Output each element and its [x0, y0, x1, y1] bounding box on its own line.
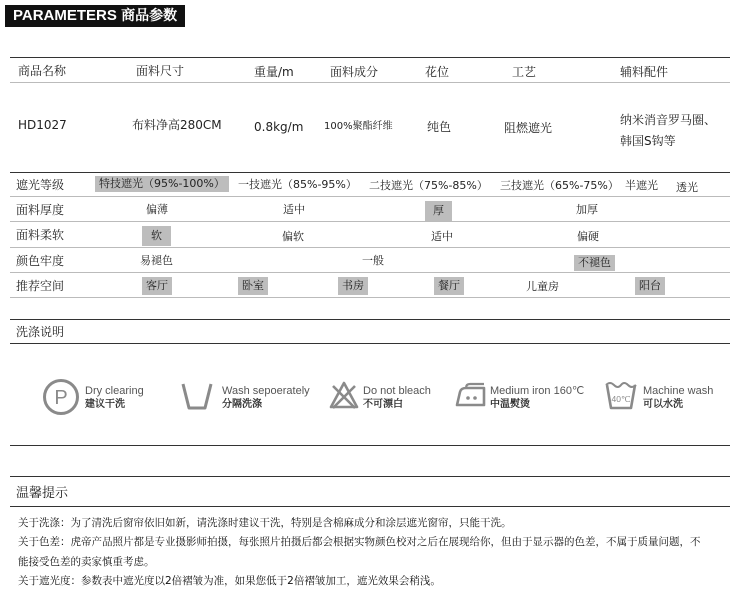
header-weight: 重量/m [254, 65, 294, 79]
machine-wash-label-en: Machine wash [643, 385, 714, 397]
value-accessories-1: 纳米消音罗马圈、 [620, 113, 717, 127]
thickness-medium: 适中 [283, 203, 305, 216]
shading-option-3: 三技遮光（65%-75%） [500, 179, 619, 192]
room-balcony: 阳台 [635, 277, 665, 295]
title-zh: 商品参数 [121, 8, 178, 24]
wash-title-divider [10, 343, 730, 344]
shading-option-special: 特技遮光（95%-100%） [95, 176, 229, 192]
wash-bottom-divider [10, 445, 730, 446]
row-divider-1 [10, 196, 730, 197]
shading-label: 遮光等级 [16, 178, 65, 192]
row-divider-4 [10, 272, 730, 273]
header-pattern: 花位 [425, 65, 450, 79]
thickness-label: 面料厚度 [16, 203, 65, 217]
thickness-thick: 厚 [425, 201, 452, 221]
page-title [5, 5, 185, 27]
shading-option-half: 半遮光 [625, 179, 658, 192]
tips-title-divider [10, 506, 730, 507]
top-divider [10, 57, 730, 58]
dry-clearing-label-zh: 建议干洗 [85, 399, 125, 410]
colorfast-nofade: 不褪色 [574, 255, 615, 271]
thickness-extra: 加厚 [576, 203, 598, 216]
colorfast-label: 颜色牢度 [16, 254, 65, 268]
wash-top-divider [10, 319, 730, 320]
softness-semi: 偏软 [282, 230, 304, 243]
softness-hard: 偏硬 [577, 230, 599, 243]
iron-label-zh: 中温熨烫 [490, 399, 530, 410]
value-composition: 100%聚酯纤维 [324, 121, 393, 132]
machine-wash-temp: 40℃ [611, 394, 631, 404]
tip-color: 关于色差：虎帝产品照片都是专业摄影师拍摄，每张照片拍摄后都会根据实物颜色校对之后在展现给你，但由于显示器的色差，不属于质量问题，不 [18, 536, 701, 548]
softness-label: 面料柔软 [16, 228, 65, 242]
no-bleach-label-zh: 不可漂白 [363, 399, 403, 410]
value-name: HD1027 [18, 118, 67, 132]
room-kids: 儿童房 [526, 280, 559, 293]
tip-color-cont: 能接受色差的卖家慎重考虑。 [18, 556, 155, 568]
softness-soft: 软 [142, 226, 171, 246]
wash-separately-label-en: Wash sepoerately [222, 385, 310, 397]
colorfast-fade: 易褪色 [140, 254, 173, 267]
header-craft: 工艺 [512, 65, 537, 79]
no-bleach-icon [329, 380, 359, 410]
value-pattern: 纯色 [427, 120, 452, 134]
tips-title: 温馨提示 [16, 486, 69, 501]
value-weight: 0.8kg/m [254, 120, 304, 134]
dry-clearing-label-en: Dry clearing [85, 385, 144, 397]
params-divider [10, 172, 730, 173]
header-name: 商品名称 [18, 64, 67, 78]
thickness-thin: 偏薄 [146, 203, 168, 216]
row-divider-3 [10, 247, 730, 248]
shading-option-translucent: 透光 [676, 181, 698, 194]
room-study: 书房 [338, 277, 368, 295]
iron-label-en: Medium iron 160℃ [490, 385, 585, 397]
no-bleach-label-en: Do not bleach [363, 385, 431, 397]
header-accessories: 辅料配件 [620, 65, 669, 79]
title-en: PARAMETERS [13, 7, 117, 24]
machine-wash-label-zh: 可以水洗 [643, 399, 683, 410]
value-craft: 阻燃遮光 [504, 121, 553, 135]
shading-option-2: 二技遮光（75%-85%） [369, 179, 488, 192]
header-divider [10, 82, 730, 83]
machine-wash-icon [604, 380, 638, 410]
header-size: 面料尺寸 [136, 64, 185, 78]
wash-separately-label-zh: 分隔洗涤 [222, 399, 262, 410]
dry-clearing-icon [42, 378, 80, 416]
value-accessories-2: 韩国S钩等 [620, 134, 676, 148]
shading-option-1: 一技遮光（85%-95%） [238, 178, 357, 191]
room-dining: 餐厅 [434, 277, 464, 295]
value-size: 布料净高280CM [132, 118, 222, 132]
tips-top-divider [10, 476, 730, 477]
row-divider-2 [10, 221, 730, 222]
row-divider-5 [10, 297, 730, 298]
svg-text:P: P [54, 387, 68, 409]
wash-title: 洗涤说明 [16, 325, 65, 339]
tip-shading: 关于遮光度：参数表中遮光度以2倍褶皱为准，如果您低于2倍褶皱加工，遮光效果会稍浅。 [18, 575, 441, 587]
softness-medium: 适中 [431, 230, 453, 243]
iron-icon [454, 381, 488, 409]
room-bedroom: 卧室 [238, 277, 268, 295]
tip-wash: 关于洗涤：为了清洗后窗帘依旧如新，请洗涤时建议干洗，特别是含棉麻成分和涂层遮光窗帘，只能干洗。 [18, 517, 512, 529]
room-living: 客厅 [142, 277, 172, 295]
wash-separately-icon [180, 381, 214, 411]
header-composition: 面料成分 [330, 65, 379, 79]
colorfast-normal: 一般 [362, 254, 384, 267]
rooms-label: 推荐空间 [16, 279, 65, 293]
